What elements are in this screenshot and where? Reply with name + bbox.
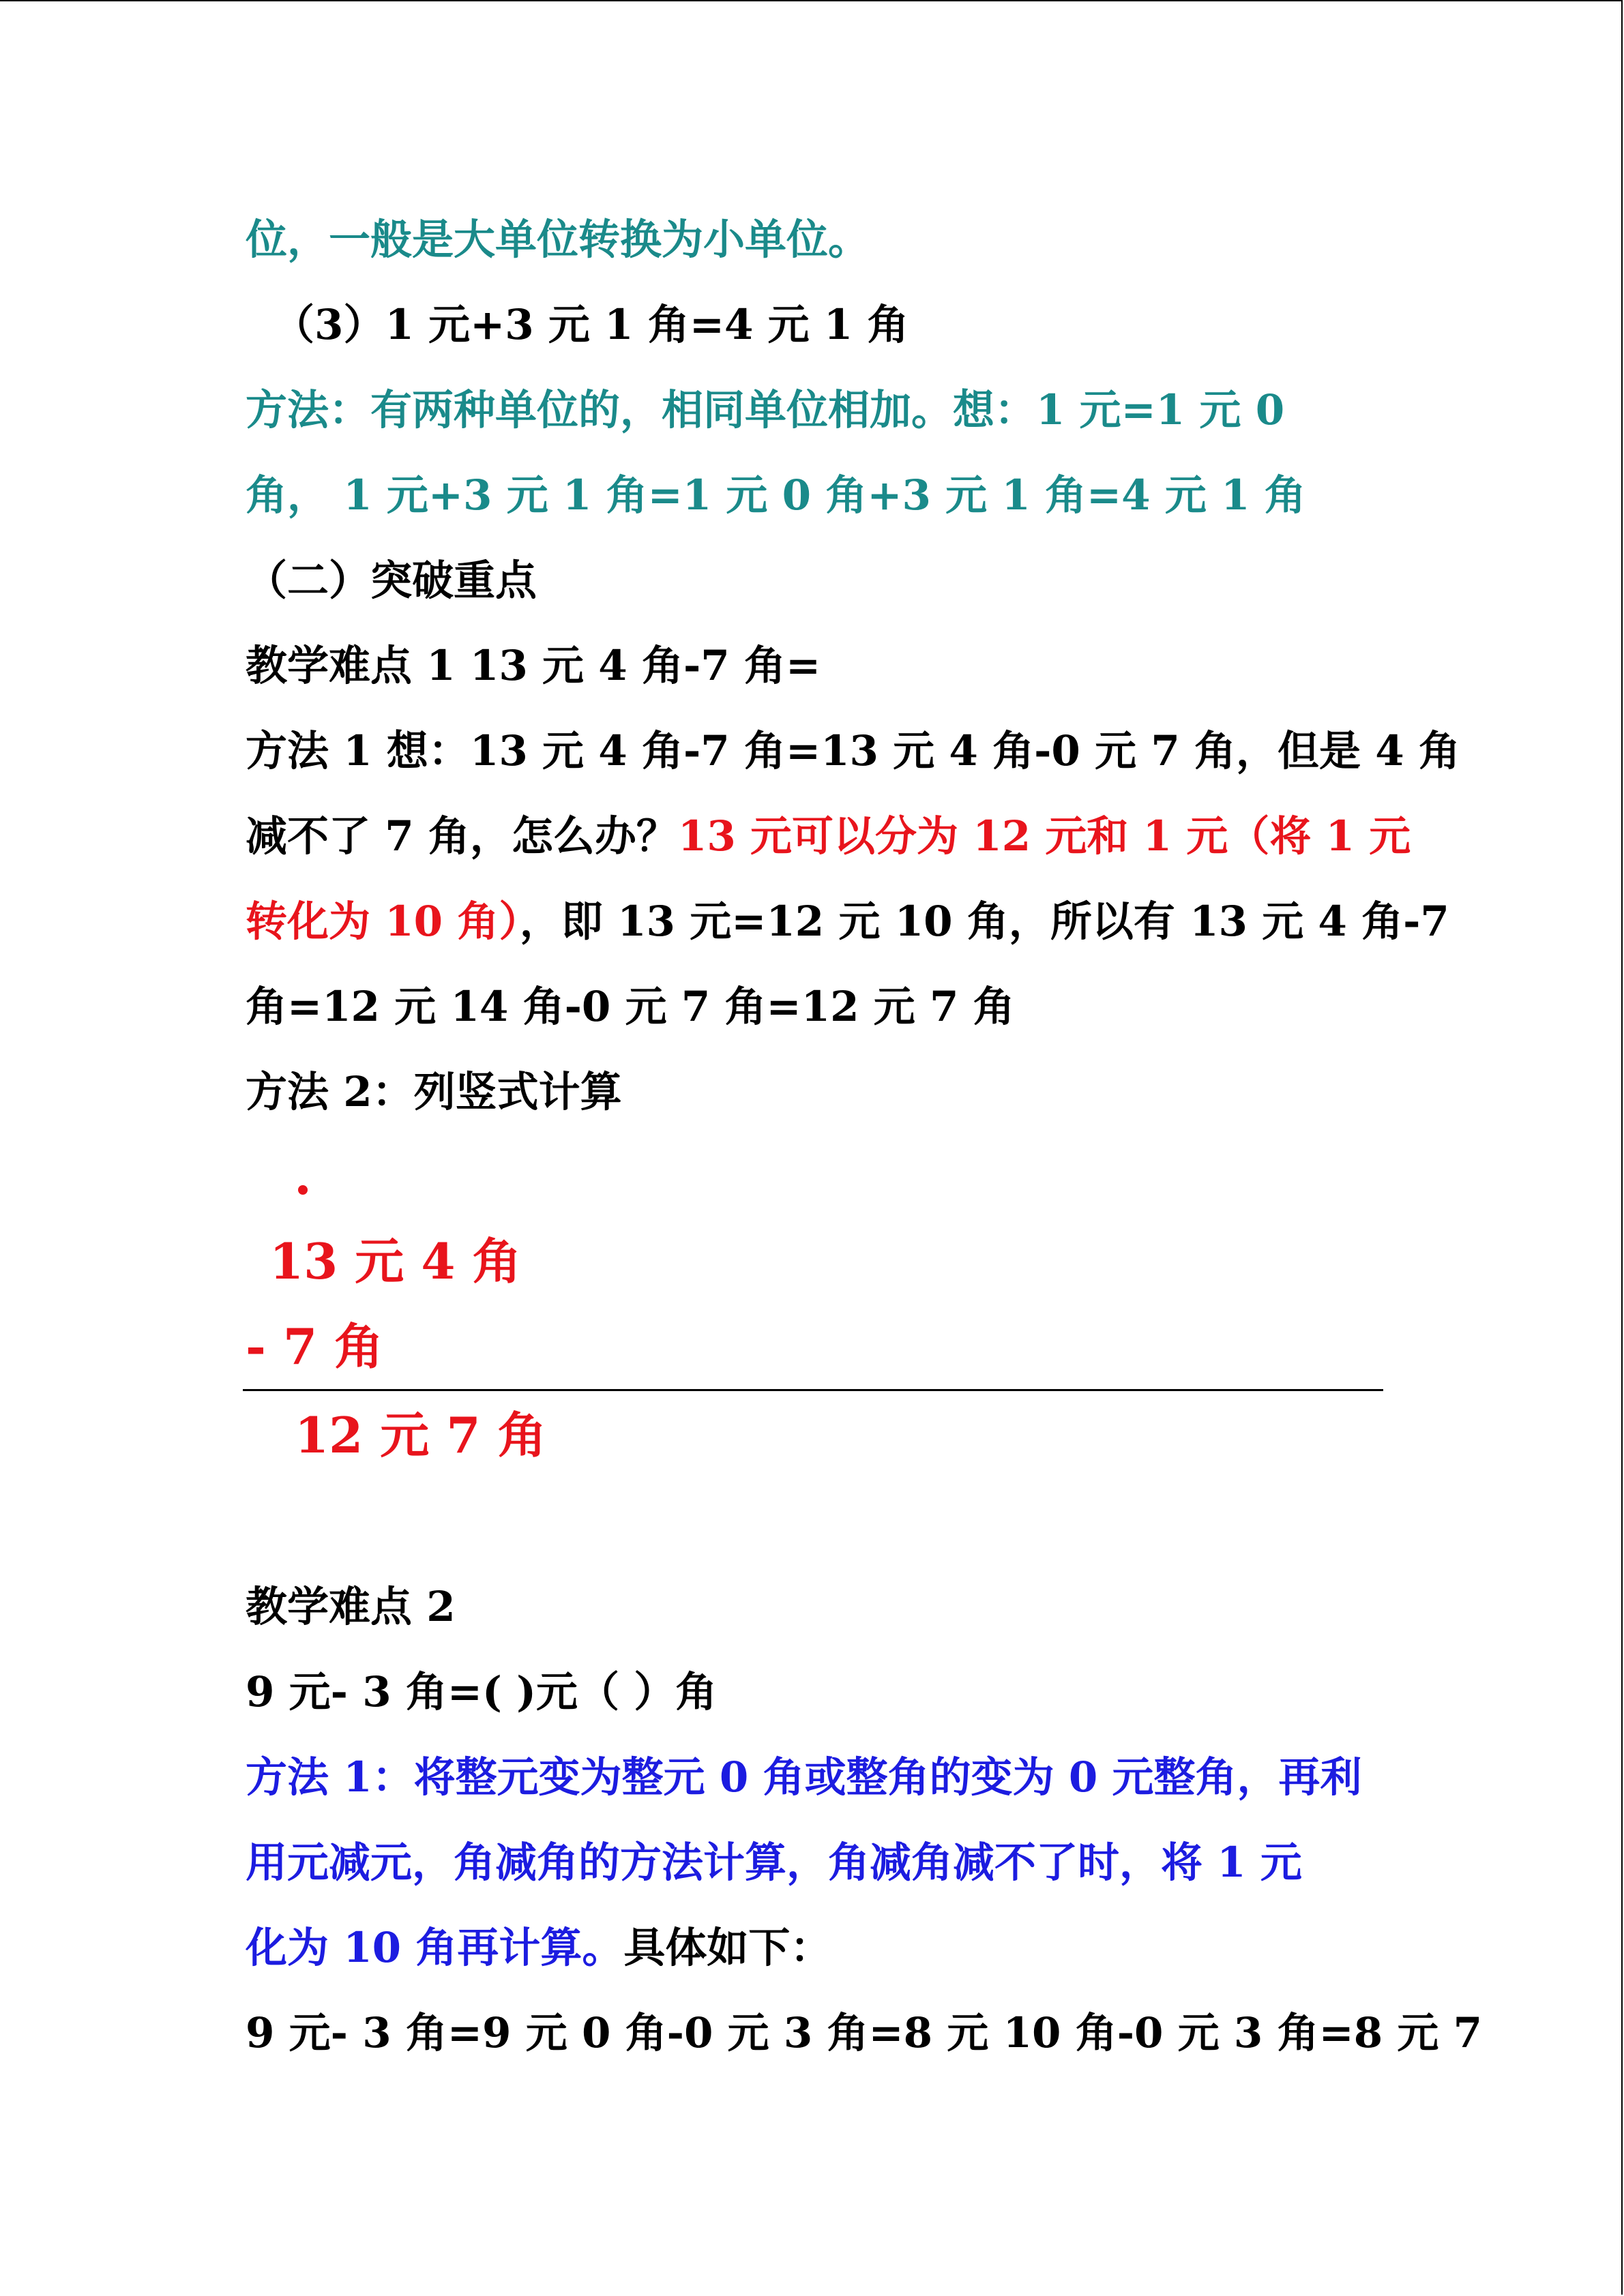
difficulty-2-method-1-line-3: [246, 1920, 831, 1977]
section-heading-key-points: （二）突破重点: [246, 556, 537, 605]
method-line-1: 方法：有两种单位的，相同单位相加。想：1 元=1 元 0: [246, 386, 1285, 434]
difficulty-1-heading: 教学难点 1 13 元 4 角-7 角=: [246, 642, 821, 690]
difficulty-1-method-1-line-1: 方法 1 想：13 元 4 角-7 角=13 元 4 角-0 元 7 角，但是 4 角: [246, 727, 1460, 775]
difficulty-2-method-1-line-2: 用元减元，角减角的方法计算，角减角减不了时，将 1 元: [246, 1838, 1302, 1887]
item-3-equation: （3）1 元+3 元 1 角=4 元 1 角: [273, 301, 909, 349]
text-segment: ，即 13 元=12 元 10 角，所以有 13 元 4 角-7: [519, 897, 1449, 946]
vertical-result: 12 元 7 角: [295, 1406, 547, 1464]
highlight-segment: 转化为 10 角）: [246, 897, 520, 946]
difficulty-1-method-1-line-4: 角=12 元 14 角-0 元 7 角=12 元 7 角: [246, 983, 1015, 1031]
highlight-segment: 13 元可以分为 12 元和 1 元（将 1 元: [677, 812, 1411, 861]
method-line-2: 角， 1 元+3 元 1 角=1 元 0 角+3 元 1 角=4 元 1 角: [246, 471, 1306, 520]
vertical-minuend: 13 元 4 角: [269, 1232, 522, 1290]
text-segment: 减不了 7 角，怎么办？: [246, 812, 678, 861]
text-segment: 具体如下：: [623, 1924, 832, 1972]
difficulty-2-method-1-line-1: 方法 1：将整元变为整元 0 角或整角的变为 0 元整角，再利: [246, 1753, 1362, 1802]
difficulty-1-method-1-line-3: [246, 893, 1449, 951]
highlight-segment: 化为 10 角再计算。: [246, 1924, 624, 1972]
difficulty-1-method-2: 方法 2：列竖式计算: [246, 1068, 622, 1116]
difficulty-2-calculation: 9 元- 3 角=9 元 0 角-0 元 3 角=8 元 10 角-0 元 3 角=8 元 7: [246, 2009, 1483, 2057]
difficulty-2-heading: 教学难点 2: [246, 1583, 456, 1631]
borrow-dot-mark: [298, 1185, 308, 1195]
vertical-subtrahend: - 7 角: [246, 1317, 384, 1375]
paragraph-unit-conversion: 位，一般是大单位转换为小单位。: [246, 215, 870, 264]
vertical-calc-rule: [243, 1389, 1383, 1391]
difficulty-2-problem: 9 元- 3 角=( )元（ ）角: [246, 1668, 718, 1716]
difficulty-1-method-1-line-2: [246, 808, 1411, 865]
